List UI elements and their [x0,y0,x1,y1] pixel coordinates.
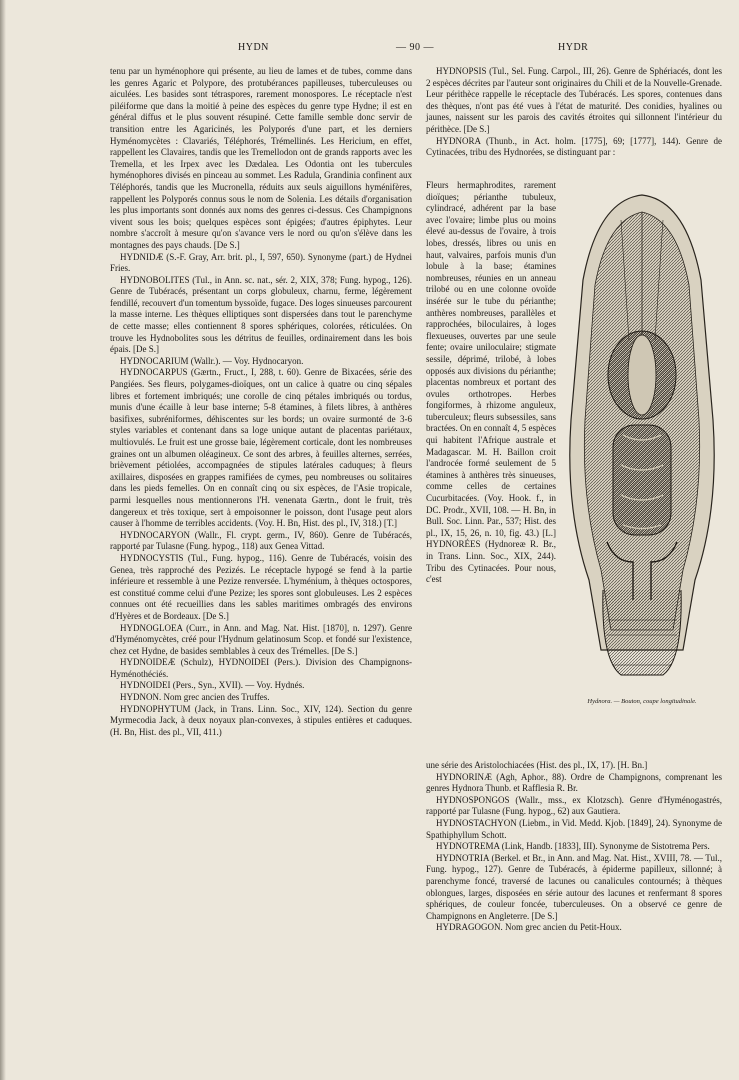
right-column-top [426,66,722,159]
entry-hydnorinae: HYDNORINÆ (Agh, Aphor., 88). Ordre de Champignons, comprenant les genres Hydnora Thunb. et Rafflesia R. Br. [426,771,722,794]
entry-continuation: une série des Aristolochiacées (Hist. des pl., IX, 17). [H. Bn.] [426,760,648,770]
entry-paragraph: tenu par un hyménophore qui présente, au lieu de lames et de tubes, comme dans les genres Agaric et Polypore, des protubérances papilleuses, tuberculeuses ou aiculées. Les basides sont tétraspores, rarement monospores. Le réceptacle n'est piléiforme que dans la moitié à peine des espèces du genre type Hydne; il est en général diffus et le plus souvent résupiné. Cette famille semble donc servir de transition entre les Agaricinés, les Polyporés d'une part, et les derniers Hyménomycètes : Clavariés, Téléphorés, Trémellinés. Les Hericium, en effet, rappellent les Clavaires, tandis que les Tremellodon ont de grands rapports avec les Tremella, et les Irpex avec les Dædalea. Les Odontia ont les tubercules hyménophores divisés en pinceau au sommet. Les Radula, Grandinia confinent aux Téléphorés, tandis que les Mucronella, réduits aux seuls aiguillons hyménifères, rappellent les Polyporés connus sous le nom de Solenia. Les détails d'organisation les plus importants sont donnés aux noms des genres ci-dessus. Ces Champignons vivent sous les bois; quelques espèces sont épigées; d'autres épiphytes. Leur nombre s'accroît à mesure qu'on s'avance vers le nord ou qu'on s'élève dans les montagnes des pays chauds. [De S.] [110,66,412,250]
entry-hydnoideae: HYDNOIDEÆ (Schulz), HYDNOIDEI (Pers.). Division des Champignons-Hyménothéciés. [110,657,412,679]
entry-hydnotria: HYDNOTRIA (Berkel. et Br., in Ann. and Mag. Nat. Hist., XVIII, 78. — Tul., Fung. hypog., 127). Genre de Tubéracés, à épiderme papilleux, sillonné; à parenchyme foncé, traversé de lacunes ou canalicules contournés; à thèques oblongues, larges, disposées en série autour des lacunes et renfermant 8 spores sphériques, de couleur foncée, tuberculeuses. On a observé ce genre de Champignons en Angleterre. [De S.] [426,852,722,921]
entry-hydnidae: HYDNIDÆ (S.-F. Gray, Arr. brit. pl., I, 597, 650). Synonyme (part.) de Hydnei Fries. [110,251,412,274]
right-column-bottom [426,760,722,934]
entry-hydnora-description: Fleurs hermaphrodites, rarement dioïques; périanthe tubuleux, cylindracé, adhérent par la base avec l'ovaire; limbe plus ou moins élevé au-dessus de l'ovaire, à trois lobes, dressés, libres ou unis en haut, valvaires, parfois munis d'un lobule à la base; étamines nombreuses, réunies en un anneau trilobé ou en une colonne ovoïde insérée sur le tube du périanthe; anthères nombreuses, parallèles et rapprochées, biloculaires, à loges flexueuses, ouvertes par une seule fente; ovaire uniloculaire; stigmate sessile, déprimé, trilobé, à lobes opposés aux divisions du périanthe; placentas nombreux et portant des ovules orthotropes. Herbes fongiformes, à rhizome anguleux, tuberculeux; fleurs subsessiles, sans bractées. On en connaît 4, 5 espèces qui habitent l'Afrique australe et Madagascar. M. H. Baillon croit l'androcée formé seulement de 5 étamines à anthères très sinueuses, comme celles de certaines Cucurbitacées. (Voy. Hook. f., in DC. Prodr., XVII, 108. — H. Bn, in Bull. Soc. Linn. Par., 537; Hist. des pl., IX, 15, 26, n. 10, fig. 43.) [L.] HYDNORÉES (Hydnoreæ R. Br., in Trans. Linn. Soc., XIX, 244). Tribu des Cytinacées. Pour nous, c'est [426,180,556,585]
entry-hydnostachyon: HYDNOSTACHYON (Liebm., in Vid. Medd. Kjob. [1849], 24). Synonyme de Spathiphyllum Schott. [426,817,722,840]
entry-hydnophytum: HYDNOPHYTUM (Jack, in Trans. Linn. Soc., XIV, 124). Section du genre Myrmecodia Jack, à deux noyaux plan-convexes, à stipules entières et caduques. (H. Bn, Hist. des pl., VII, 411.) [110,703,412,737]
entry-hydnon: HYDNON. Nom grec ancien des Truffes. [120,692,270,703]
figure-caption: Hydnora. — Bouton, coupe longitudinale. [587,698,697,705]
running-head-right: HYDR [558,42,589,53]
entry-hydnopsis: HYDNOPSIS (Tul., Sel. Fung. Carpol., III, 26). Genre de Sphériacés, dont les 2 espèces décrites par l'auteur sont originaires du Chili et de la Nouvelle-Grenade. Leur périthèce rappelle le réceptacle des Tubéracés. Les spores, contenues dans des thèques, n'ont pas été vues à l'état de maturité. Des conidies, hyalines ou jaunes, naissent sur les parois des cavités étroites qui sillonnent l'intérieur du périthèce. [De S.] [426,66,722,134]
entry-hydnobolites: HYDNOBOLITES (Tul., in Ann. sc. nat., sér. 2, XIX, 378; Fung. hypog., 126). Genre de Tubéracés, présentant un corps globuleux, charnu, ferme, légèrement fendillé, recouvert d'un tomentum byssoïde, fugace. Des loges sinueuses parcourent la masse interne. Les thèques elliptiques sont dispersées dans tout le parenchyme de cette masse; elles contiennent 8 spores sphériques, colorées, réticulées. On trouve les Hydnobolites sous les détritus de feuilles, ordinairement dans les bois épais. [De S.] [110,274,412,355]
entry-hydnotrema: HYDNOTREMA (Link, Handb. [1833], III). Synonyme de Sistotrema Pers. [436,841,710,852]
entry-hydnocaryon: HYDNOCARYON (Wallr., Fl. crypt. germ., IV, 860). Genre de Tubéracés, rapporté par Tulasne (Fung. hypog., 118) aux Genea Vittad. [110,529,412,552]
entry-hydnora: HYDNORA (Thunb., in Act. holm. [1775], 69; [1777], 144). Genre de Cytinacées, tribu des Hydnorées, se distinguant par : [426,135,722,158]
entry-hydragogon: HYDRAGOGON. Nom grec ancien du Petit-Houx. [436,922,622,933]
hydnora-illustration [563,190,721,690]
entry-hydnogloea: HYDNOGLOEA (Curr., in Ann. and Mag. Nat. Hist. [1870], n. 1297). Genre d'Hyménomycètes, créé pour l'Hydnum gelatinosum Scop. et fondé sur l'existence, chez cet Hydne, de basides semblables à ceux des Trémelles. [De S.] [110,622,412,656]
entry-hydnoidei: HYDNOIDEI (Pers., Syn., XVII). — Voy. Hydnés. [120,680,305,691]
entry-hydnospongos: HYDNOSPONGOS (Wallr., mss., ex Klotzsch). Genre d'Hyménogastrés, rapporté par Tulasne (Fung. hypog., 62) aux Gautiera. [426,794,722,817]
left-column [110,66,412,986]
running-head-left: HYDN [238,42,269,53]
page-number: — 90 — [396,42,434,53]
entry-hydnocarium: HYDNOCARIUM (Wallr.). — Voy. Hydnocaryon. [120,355,304,366]
entry-hydnocarpus: HYDNOCARPUS (Gærtn., Fruct., I, 288, t. 60). Genre de Bixacées, série des Pangiées. Ses fleurs, polygames-dioïques, ont un calice à quatre ou cinq sépales libres et fortement imbriqués; une corolle de cinq pétales imbriqués ou tordus, munis d'une écaille à leur base interne; 5-8 étamines, à filets libres, à anthères basifixes, subréniformes, déhiscentes sur les bords; un ovaire surmonté de 3-6 styles variables et contenant dans sa loge unique autant de placentas pariétaux, multiovulés. Le fruit est une grosse baie, légèrement corticale, dont les nombreuses graines ont un albumen oléagineux. Ce sont des arbres, à feuilles alternes, serrées, brièvement pétiolées, accompagnées de stipules latérales caduques; à fleurs axillaires, disposées en grappes ramifiées de cymes, peu nombreuses ou solitaires dans les pieds femelles. On en connaît cinq ou six espèces, de l'Asie tropicale, parmi lesquelles nous mentionnerons l'H. venenata Gærtn., dont le fruit, très dangereux et très toxique, sert à empoisonner le poisson, dont l'usage peut alors causer à l'homme de terribles accidents. (Voy. H. Bn, Hist. des pl., IV, 318.) [T.] [110,367,412,529]
entry-hydnocystis: HYDNOCYSTIS (Tul., Fung. hypog., 116). Genre de Tubéracés, voisin des Genea, très rapproché des Pezizés. Le réceptacle hypogé se fend à la partie inférieure et ressemble à une Pezize renversée. L'hyménium, à thèques octospores, est constitué comme celui d'une Pezize; les spores sont globuleuses. Les 2 espèces connues ont été recueillies dans les sables maritimes ombragés des environs d'Hyères et de Bordeaux. [De S.] [110,552,412,621]
page-edge [0,0,6,1080]
right-column-narrow [426,180,556,586]
